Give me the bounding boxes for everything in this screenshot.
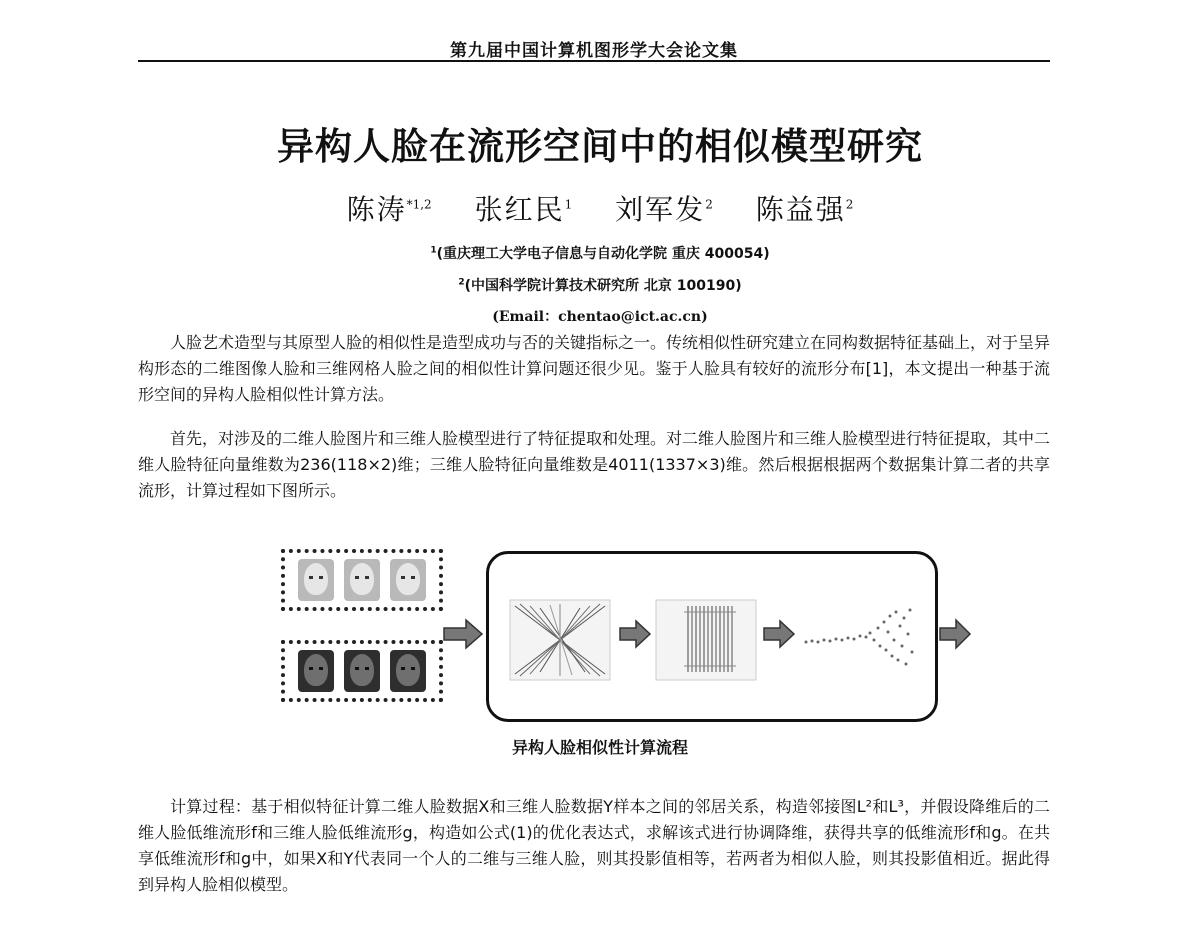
right-arrow-icon xyxy=(764,621,794,647)
running-head: 第九届中国计算机图形学大会论文集 xyxy=(450,41,738,61)
figure-caption: 异构人脸相似性计算流程 xyxy=(511,738,688,757)
right-arrow-icon xyxy=(444,620,482,648)
body-paragraph: 首先，对涉及的二维人脸图片和三维人脸模型进行了特征提取和处理。对二维人脸图片和三维人脸模型进行特征提取，其中二维人脸特征向量维数为236(118×2)维；三维人脸特征向量维数是4011(1337×3)维。然后根据根据两个数据集计算二者的共享流形，计算过程如下图所示。 xyxy=(138,429,1051,500)
similarity-graph-plot xyxy=(510,600,610,680)
paper-title: 异构人脸在流形空间中的相似模型研究 xyxy=(277,125,923,168)
abstract-paragraph: 人脸艺术造型与其原型人脸的相似性是造型成功与否的关键指标之一。传统相似性研究建立在同构数据特征基础上，对于呈异构形态的二维图像人脸和三维网格人脸之间的相似性计算问题还很少见。鉴于人脸具有较好的流形分布[1]，本文提出一种基于流形空间的异构人脸相似性计算方法。 xyxy=(138,333,1051,404)
author: 陈益强$^2$ xyxy=(755,193,854,226)
right-arrow-icon xyxy=(940,620,970,648)
author: 张红民$^1$ xyxy=(474,193,573,226)
author: 刘军发$^2$ xyxy=(615,193,713,226)
body-paragraph: 计算过程：基于相似特征计算二维人脸数据X和三维人脸数据Y样本之间的邻居关系，构造邻接图L²和L³，并假设降维后的二维人脸低维流形f和三维人脸低维流形g，构造如公式(1)的优化表达式，求解该式进行协调降维，获得共享的低维流形f和g。在共享低维流形f和g中，如果X和Y代表同一个人的二维与三维人脸，则其投影值相等，若两者为相似人脸，则其投影值相近。据此得到异构人脸相似模型。 xyxy=(138,797,1050,894)
affiliation: $^1$(重庆理工大学电子信息与自动化学院 重庆 400054) xyxy=(430,245,770,262)
author: 陈涛$^{*1,2}$ xyxy=(346,193,432,226)
right-arrow-icon xyxy=(620,621,650,647)
alignment-plot xyxy=(656,600,756,680)
affiliation: $^2$(中国科学院计算技术研究所 北京 100190) xyxy=(458,277,742,294)
shared-manifold-scatter xyxy=(805,609,914,666)
email-line: (Email：chentao@ict.ac.cn) xyxy=(492,309,708,325)
